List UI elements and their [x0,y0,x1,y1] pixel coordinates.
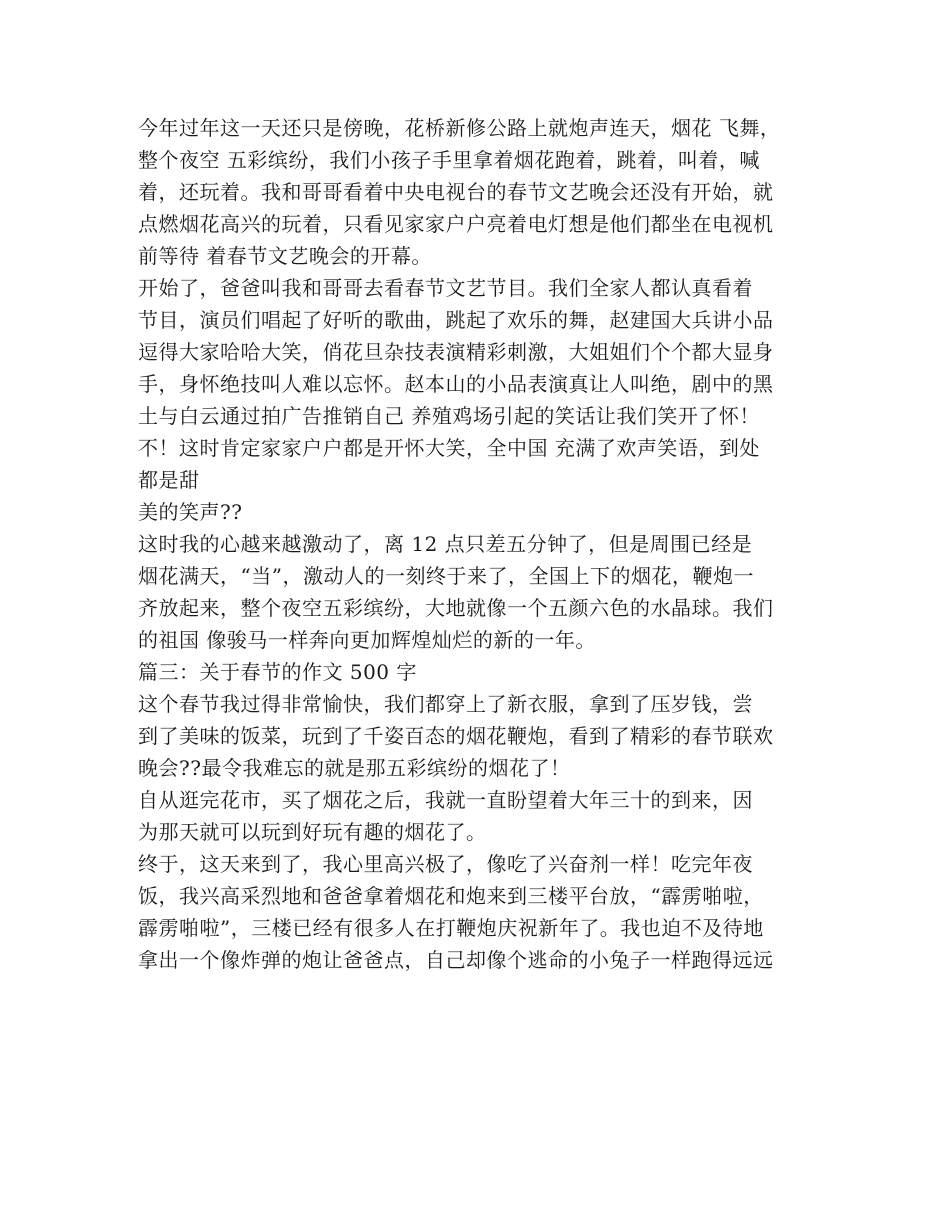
text-line: 的祖国 像骏马一样奔向更加辉煌灿烂的新的一年。 [138,628,596,652]
text-line: 整个夜空 五彩缤纷，我们小孩子手里拿着烟花跑着，跳着，叫着，喊 [138,148,760,172]
text-line: 前等待 着春节文艺晚会的开幕。 [138,244,432,268]
text-line: 这个春节我过得非常愉快，我们都穿上了新衣服，拿到了压岁钱，尝 [138,692,753,716]
text-line: 都是甜 [138,468,200,492]
text-line: 晚会??最令我难忘的就是那五彩缤纷的烟花了！ [138,756,571,780]
text-line: 拿出一个像炸弹的炮让爸爸点，自己却像个逃命的小兔子一样跑得远远 [138,948,774,972]
text-line: 自从逛完花市，买了烟花之后，我就一直盼望着大年三十的到来，因 [138,788,753,812]
text-line: 逗得大家哈哈大笑，俏花旦杂技表演精彩刺激，大姐姐们个个都大显身 [138,340,774,364]
text-line: 到了美味的饭菜，玩到了千姿百态的烟花鞭炮，看到了精彩的春节联欢 [138,724,774,748]
text-line: 美的笑声?? [138,500,243,524]
text-line: 土与白云通过拍广告推销自己 养殖鸡场引起的笑话让我们笑开了怀！ [138,404,760,428]
section-heading: 篇三：关于春节的作文 500 字 [138,660,417,684]
text-line: 为那天就可以玩到好玩有趣的烟花了。 [138,820,487,844]
text-line: 饭，我兴高采烈地和爸爸拿着烟花和炮来到三楼平台放，“霹雳啪啦， [138,884,764,908]
text-line: 霹雳啪啦”，三楼已经有很多人在打鞭炮庆祝新年了。我也迫不及待地 [138,916,764,940]
text-line: 终于，这天来到了，我心里高兴极了，像吃了兴奋剂一样！吃完年夜 [138,852,753,876]
text-line: 开始了，爸爸叫我和哥哥去看春节文艺节目。我们全家人都认真看着 [138,276,753,300]
text-line: 这时我的心越来越激动了，离 12 点只差五分钟了，但是周围已经是 [138,532,753,556]
text-line: 不！这时肯定家家户户都是开怀大笑，全中国 充满了欢声笑语，到处 [138,436,760,460]
text-line: 着，还玩着。我和哥哥看着中央电视台的春节文艺晚会还没有开始，就 [138,180,774,204]
text-line: 点燃烟花高兴的玩着，只看见家家户户亮着电灯想是他们都坐在电视机 [138,212,774,236]
text-line: 今年过年这一天还只是傍晚，花桥新修公路上就炮声连天，烟花 飞舞， [138,116,781,140]
essay-text [138,112,818,976]
text-line: 烟花满天，“当”，激动人的一刻终于来了，全国上下的烟花，鞭炮一 [138,564,754,588]
text-line: 手，身怀绝技叫人难以忘怀。赵本山的小品表演真让人叫绝，剧中的黑 [138,372,774,396]
text-line: 节目，演员们唱起了好听的歌曲，跳起了欢乐的舞，赵建国大兵讲小品 [138,308,774,332]
text-line: 齐放起来，整个夜空五彩缤纷，大地就像一个五颜六色的水晶球。我们 [138,596,774,620]
